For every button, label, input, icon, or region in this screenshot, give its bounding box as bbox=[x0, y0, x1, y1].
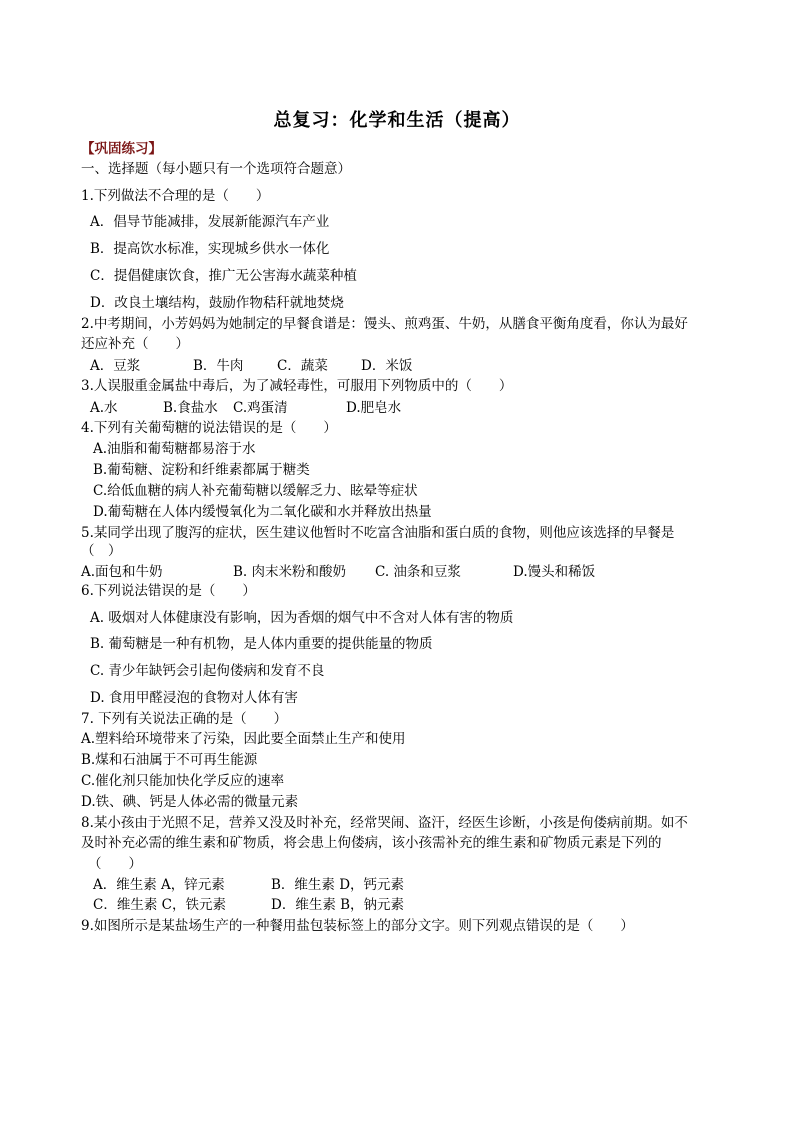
question-4-option-d: D.葡萄糖在人体内缓慢氧化为二氧化碳和水并释放出热量 bbox=[93, 504, 432, 520]
question-9-stem: 9.如图所示是某盐场生产的一种餐用盐包装标签上的部分文字。则下列观点错误的是（ ） bbox=[81, 918, 634, 934]
question-5-option-d: D.馒头和稀饭 bbox=[513, 564, 596, 580]
question-3-option-a: A.水 bbox=[90, 400, 118, 416]
question-4-option-c: C.给低血糖的病人补充葡萄糖以缓解乏力、眩晕等症状 bbox=[93, 483, 418, 499]
question-2-stem-line-1: 2.中考期间，小芳妈妈为她制定的早餐食谱是：馒头、煎鸡蛋、牛奶，从膳食平衡角度看，你认为最好 bbox=[81, 316, 688, 332]
part-heading: 一、选择题（每小题只有一个选项符合题意） bbox=[81, 161, 351, 177]
question-4-stem: 4.下列有关葡萄糖的说法错误的是（ ） bbox=[81, 420, 337, 436]
question-1-option-a: A．倡导节能减排，发展新能源汽车产业 bbox=[90, 214, 330, 230]
section-label: 【巩固练习】 bbox=[81, 141, 162, 157]
question-3-option-b: B.食盐水 bbox=[163, 400, 218, 416]
question-5-option-b: B. 肉末米粉和酸奶 bbox=[233, 564, 347, 580]
question-4-option-b: B.葡萄糖、淀粉和纤维素都属于糖类 bbox=[93, 462, 310, 478]
question-6-stem: 6.下列说法错误的是（ ） bbox=[81, 583, 256, 599]
question-1-stem: 1.下列做法不合理的是（ ） bbox=[81, 188, 270, 204]
question-1-option-b: B．提高饮水标准，实现城乡供水一体化 bbox=[90, 241, 330, 257]
question-8-option-c: C．维生素 C，铁元素 bbox=[93, 897, 226, 913]
question-6-option-b: B. 葡萄糖是一种有机物，是人体内重要的提供能量的物质 bbox=[90, 636, 433, 652]
question-2-option-d: D．米饭 bbox=[361, 358, 413, 374]
question-3-option-c: C.鸡蛋清 bbox=[233, 400, 288, 416]
question-7-stem: 7. 下列有关说法正确的是（ ） bbox=[81, 711, 288, 727]
question-8-option-d: D．维生素 B，钠元素 bbox=[271, 897, 405, 913]
question-6-option-d: D. 食用甲醛浸泡的食物对人体有害 bbox=[90, 690, 298, 706]
question-2-stem-line-2: 还应补充（ ） bbox=[81, 336, 189, 352]
question-8-stem-line-3: （ ） bbox=[88, 856, 142, 872]
question-1-option-c: C．提倡健康饮食，推广无公害海水蔬菜种植 bbox=[90, 268, 357, 284]
question-7-option-d: D.铁、碘、钙是人体必需的微量元素 bbox=[81, 794, 299, 810]
question-8-options-row-1 bbox=[93, 876, 404, 894]
question-6-option-c: C. 青少年缺钙会引起佝偻病和发育不良 bbox=[90, 663, 325, 679]
question-2-option-a: A．豆浆 bbox=[90, 358, 141, 374]
question-4-option-a: A.油脂和葡萄糖都易溶于水 bbox=[93, 441, 256, 457]
question-3-option-d: D.肥皂水 bbox=[346, 400, 402, 416]
question-8-options-row-2 bbox=[93, 896, 404, 914]
question-8-stem-line-2: 及时补充必需的维生素和矿物质，将会患上佝偻病，该小孩需补充的维生素和矿物质元素是下列的 bbox=[81, 835, 662, 851]
question-8-stem-line-1: 8.某小孩由于光照不足，营养又没及时补充，经常哭闹、盗汗，经医生诊断，小孩是佝偻病前期。如不 bbox=[81, 815, 688, 831]
question-7-option-c: C.催化剂只能加快化学反应的速率 bbox=[81, 773, 285, 789]
question-5-option-a: A.面包和牛奶 bbox=[81, 564, 163, 580]
question-8-option-b: B．维生素 D，钙元素 bbox=[271, 877, 405, 893]
question-5-option-c: C. 油条和豆浆 bbox=[375, 564, 461, 580]
question-5-stem-line-1: 5.某同学出现了腹泻的症状，医生建议他暂时不吃富含油脂和蛋白质的食物，则他应该选择的早餐是 bbox=[81, 525, 675, 541]
question-1-option-d: D．改良土壤结构，鼓励作物秸秆就地焚烧 bbox=[90, 295, 344, 311]
question-7-option-a: A.塑料给环境带来了污染，因此要全面禁止生产和使用 bbox=[81, 731, 406, 747]
question-2-options bbox=[90, 357, 412, 375]
question-5-stem-line-2: （ ） bbox=[81, 543, 122, 559]
question-7-option-b: B.煤和石油属于不可再生能源 bbox=[81, 752, 258, 768]
question-2-option-b: B．牛肉 bbox=[193, 358, 244, 374]
question-3-stem: 3.人误服重金属盐中毒后，为了减轻毒性，可服用下列物质中的（ ） bbox=[81, 378, 513, 394]
question-3-options bbox=[90, 399, 401, 417]
question-2-option-c: C．蔬菜 bbox=[277, 358, 328, 374]
question-5-options bbox=[81, 563, 595, 581]
question-8-option-a: A．维生素 A，锌元素 bbox=[93, 877, 225, 893]
page-title: 总复习：化学和生活（提高） bbox=[273, 110, 521, 131]
question-6-option-a: A. 吸烟对人体健康没有影响，因为香烟的烟气中不含对人体有害的物质 bbox=[90, 610, 514, 626]
